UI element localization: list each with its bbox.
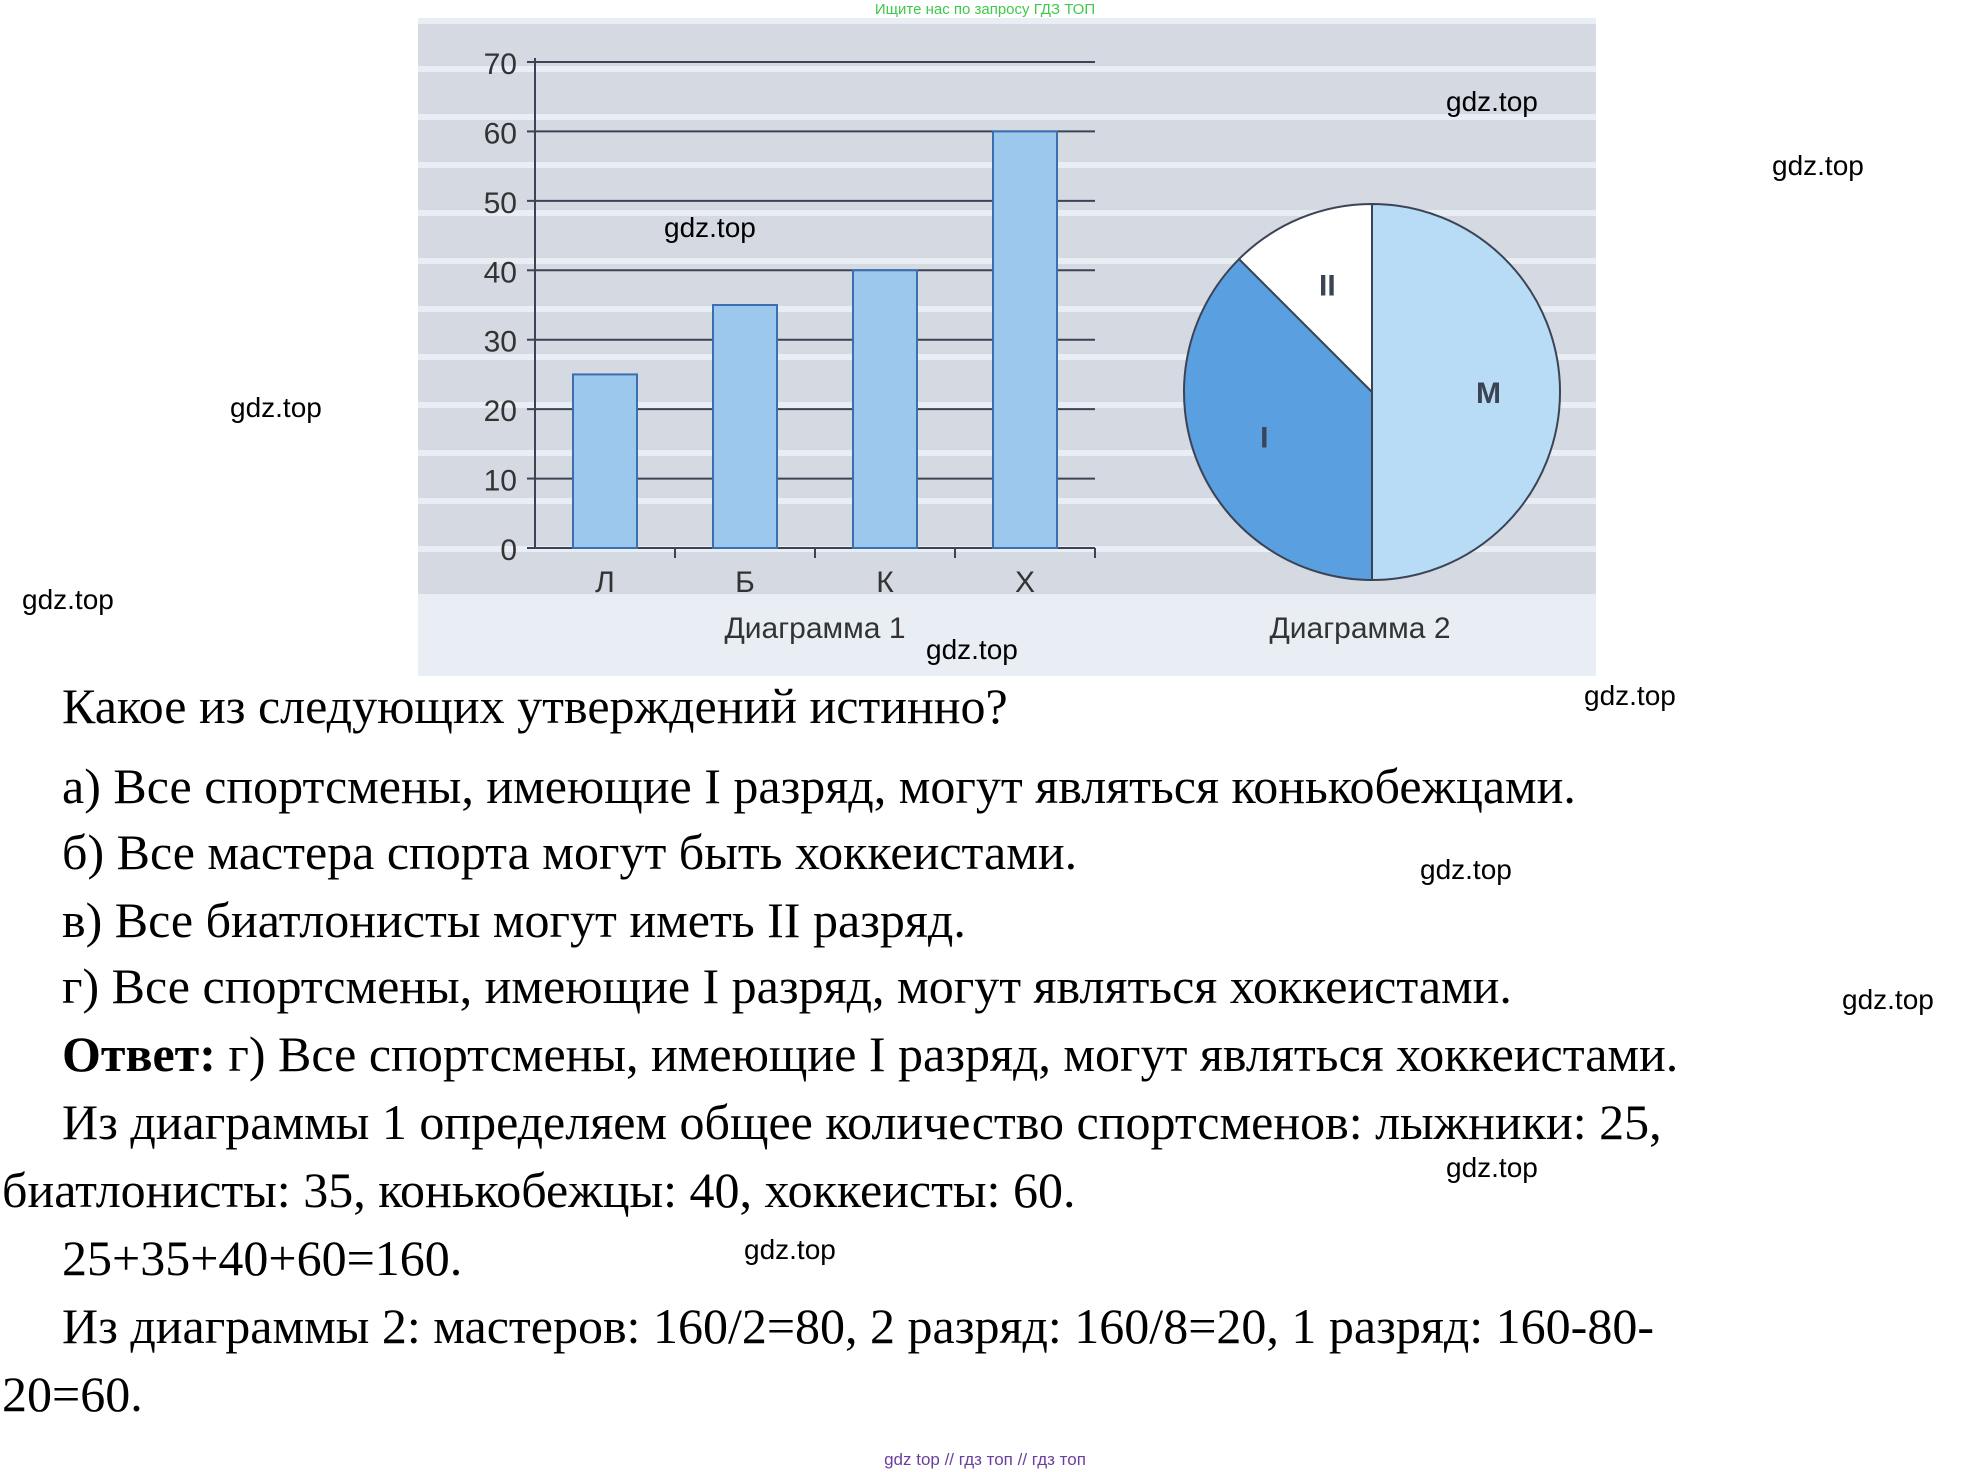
x-tick-label: Х [1014,566,1036,599]
y-tick-label: 30 [483,325,517,359]
x-tick-label: Л [595,566,615,599]
pie-label: I [1260,421,1269,455]
y-tick-label: 0 [500,534,517,567]
footer-links[interactable]: gdz top // гдз топ // гдз топ [884,1450,1086,1469]
y-tick-label: 70 [483,48,517,81]
watermark: gdz.top [22,584,114,615]
watermark: gdz.top [1446,86,1538,117]
pie-label: М [1476,377,1502,410]
watermark: gdz.top [664,212,756,243]
x-tick-label: Б [735,566,755,599]
watermark: gdz.top [1446,1152,1538,1183]
y-tick-label: 20 [483,395,517,429]
watermark: gdz.top [1584,680,1676,711]
x-tick-label: К [876,566,894,599]
bar [853,270,917,548]
chart-title: Диаграмма 1 [724,612,906,645]
chart-title: Диаграмма 2 [1269,612,1451,645]
pie-label: II [1319,269,1336,303]
explanation-line: биатлонисты: 35, конькобежцы: 40, хоккеисты: 60. [2,1162,1076,1218]
bar [993,131,1057,548]
answer-text: г) Все спортсмены, имеющие I разряд, могут являться хоккеистами. [215,1026,1679,1082]
question: Какое из следующих утверждений истинно? [62,678,1008,734]
watermark: gdz.top [1842,984,1934,1015]
watermark: gdz.top [744,1234,836,1265]
explanation-line: 25+35+40+60=160. [62,1230,463,1286]
answer [62,1020,1678,1088]
pie-slice [1372,204,1560,580]
watermark: gdz.top [1772,150,1864,181]
bar [573,374,637,548]
top-banner[interactable]: Ищите нас по запросу ГДЗ ТОП [874,1,1096,18]
option-c: в) Все биатлонисты могут иметь II разряд. [62,892,966,948]
explanation-line: 20=60. [2,1366,143,1422]
y-tick-label: 10 [483,464,517,498]
bar [713,305,777,548]
watermark: gdz.top [926,634,1018,665]
charts-area [0,0,1970,680]
explanation-line: Из диаграммы 2: мастеров: 160/2=80, 2 разряд: 160/8=20, 1 разряд: 160-80- [62,1298,1654,1354]
explanation-line: Из диаграммы 1 определяем общее количество спортсменов: лыжники: 25, [62,1094,1662,1150]
answer-label: Ответ: [62,1026,216,1082]
y-tick-label: 40 [483,256,517,290]
option-b: б) Все мастера спорта могут быть хоккеистами. [62,824,1078,880]
option-d: г) Все спортсмены, имеющие I разряд, могут являться хоккеистами. [62,958,1512,1014]
watermark: gdz.top [230,392,322,423]
watermark: gdz.top [1420,854,1512,885]
y-tick-label: 50 [483,186,517,220]
option-a: а) Все спортсмены, имеющие I разряд, могут являться конькобежцами. [62,758,1576,814]
y-tick-label: 60 [483,117,517,151]
